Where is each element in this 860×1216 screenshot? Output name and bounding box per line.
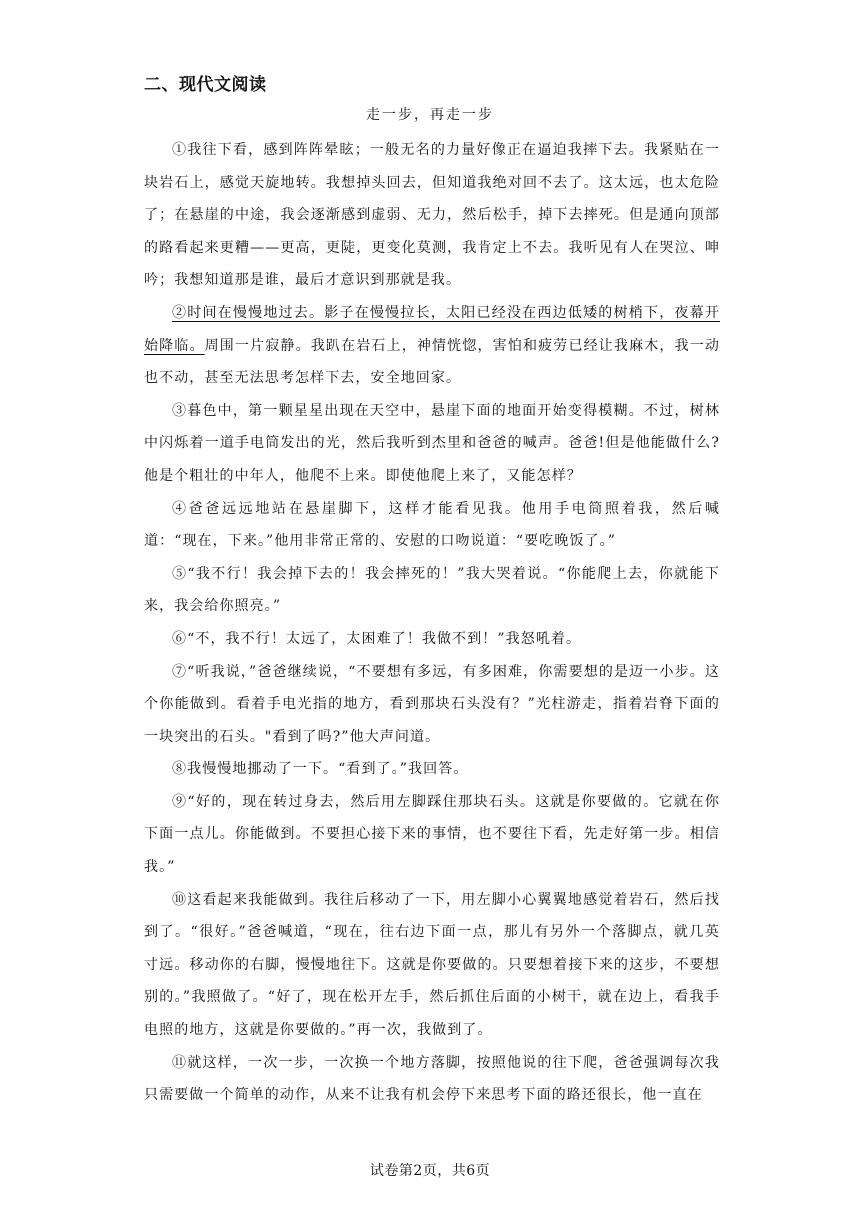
section-heading: 二、现代文阅读 xyxy=(144,75,267,95)
article-body xyxy=(144,134,720,1112)
paragraph-9: ⑨“好的，现在转过身去，然后用左脚踩住那块石头。这就是你要做的。它就在你下面一点儿。你能做到。不要担心接下来的事情，也不要往下看，先走好第一步。相信我。” xyxy=(144,793,720,876)
paragraph-3: ③暮色中，第一颗星星出现在天空中，悬崖下面的地面开始变得模糊。不过，树林中闪烁着一道手电筒发出的光，然后我听到杰里和爸爸的喊声。爸爸!但是他能做什么?他是个粗壮的中年人，他爬不上来。即使他爬上来了，又能怎样？ xyxy=(144,402,720,484)
underlined-sentence: ②时间在慢慢地过去。影子在慢慢拉长，太阳已经没在西边低矮的树梢下，夜幕开始降临。 xyxy=(144,304,720,354)
paragraph-7: ⑦“听我说，”爸爸继续说，“不要想有多远，有多困难，你需要想的是迈一小步。这个你能做到。看着手电光指的地方，看到那块石头没有？”光柱游走，指着岩脊下面的一块突出的石头。"看到了吗?”他大声问道。 xyxy=(144,663,720,745)
paragraph-4: ④爸爸远远地站在悬崖脚下，这样才能看见我。他用手电筒照着我，然后喊道：“现在，下来。”他用非常正常的、安慰的口吻说道：“要吃晚饭了。” xyxy=(144,500,720,550)
paragraph-5: ⑤“我不行！我会掉下去的！我会摔死的！”我大哭着说。“你能爬上去，你就能下来，我会给你照亮。” xyxy=(144,565,720,615)
paragraph-11: ⑪就这样，一次一步，一次换一个地方落脚，按照他说的往下爬，爸爸强调每次我只需要做一个简单的动作，从来不让我有机会停下来思考下面的路还很长，他一直在 xyxy=(144,1054,720,1104)
article-title: 走一步，再走一步 xyxy=(366,107,494,123)
page-footer: 试卷第2页，共6页 xyxy=(369,1163,491,1179)
paragraph-6: ⑥“不，我不行！太远了，太困难了！我做不到！”我怒吼着。 xyxy=(172,630,582,647)
paragraph-10: ⑩这看起来我能做到。我往后移动了一下，用左脚小心翼翼地感觉着岩石，然后找到了。“很好。”爸爸喊道，“现在，往右边下面一点，那儿有另外一个落脚点，就几英寸远。移动你的右脚，慢慢地往下。这就是你要做的。只要想着接下来的这步，不要想别的。”我照做了。“好了，现在松开左手，然后抓住后面的小树干，就在边上，看我手电照的地方，这就是你要做的。”再一次，我做到了。 xyxy=(144,891,720,1039)
paragraph-8: ⑧我慢慢地挪动了一下。“看到了。”我回答。 xyxy=(172,761,469,778)
paragraph-1: ①我往下看，感到阵阵晕眩；一般无名的力量好像正在逼迫我摔下去。我紧贴在一块岩石上，感觉天旋地转。我想掉头回去，但知道我绝对回不去了。这太远，也太危险了；在悬崖的中途，我会逐渐感到虚弱、无力，然后松手，掉下去摔死。但是通向顶部的路看起来更糟——更高，更陡，更变化莫测，我肯定上不去。我听见有人在哭泣、呻吟；我想知道那是谁，最后才意识到那就是我。 xyxy=(144,142,720,289)
paragraph-2 xyxy=(144,297,720,395)
paragraph-2-rest: 周围一片寂静。我趴在岩石上，神情恍惚，害怕和疲劳已经让我麻木，我一动也不动，甚至无法思考怎样下去，安全地回家。 xyxy=(144,337,720,387)
